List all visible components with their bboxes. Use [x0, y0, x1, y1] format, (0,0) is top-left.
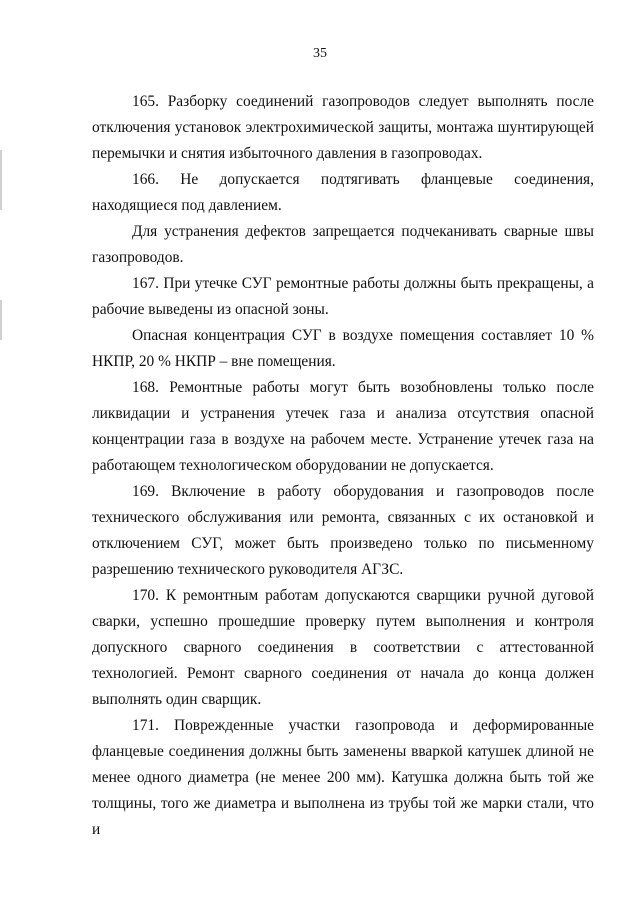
- paragraph-170: 170. К ремонтным работам допускаются сварщики ручной дуговой сварки, успешно прошедшие проверку путем выполнения и контроля допускного сварного соединения в соответствии с аттестованной технологией. Ремонт сварного соединения от начала до конца должен выполнять один сварщик.: [92, 587, 594, 708]
- paragraph-171: 171. Поврежденные участки газопровода и деформированные фланцевые соединения должны быть заменены вваркой катушек длиной не менее одного диаметра (не менее 200 мм). Катушка должна быть той же толщины, того же диаметра и выполнена из трубы той же марки стали, что и: [92, 717, 594, 838]
- scan-edge-mark: [0, 300, 2, 340]
- paragraph-165: 165. Разборку соединений газопроводов следует выполнять после отключения установок электрохимической защиты, монтажа шунтирующей перемычки и снятия избыточного давления в газопроводах.: [92, 93, 594, 162]
- body-text: [92, 89, 594, 843]
- page-number: 35: [313, 46, 327, 61]
- paragraph-168: 168. Ремонтные работы могут быть возобновлены только после ликвидации и устранения утечек газа и анализа отсутствия опасной концентрации газа в воздухе на рабочем месте. Устранение утечек газа на работающем технологическом оборудовании не допускается.: [92, 379, 594, 474]
- paragraph-166: 166. Не допускается подтягивать фланцевые соединения, находящиеся под давлением.: [92, 171, 594, 214]
- paragraph-169: 169. Включение в работу оборудования и газопроводов после технического обслуживания или ремонта, связанных с их остановкой и отключением СУГ, может быть произведено только по письменному разрешению технического руководителя АГЗС.: [92, 483, 594, 578]
- paragraph-167: 167. При утечке СУГ ремонтные работы должны быть прекращены, а рабочие выведены из опасной зоны.: [92, 275, 594, 318]
- paragraph-166-defects: Для устранения дефектов запрещается подчеканивать сварные швы газопроводов.: [92, 223, 594, 266]
- scan-edge-mark: [0, 150, 2, 210]
- paragraph-167-concentration: Опасная концентрация СУГ в воздухе помещения составляет 10 % НКПР, 20 % НКПР – вне помещения.: [92, 327, 594, 370]
